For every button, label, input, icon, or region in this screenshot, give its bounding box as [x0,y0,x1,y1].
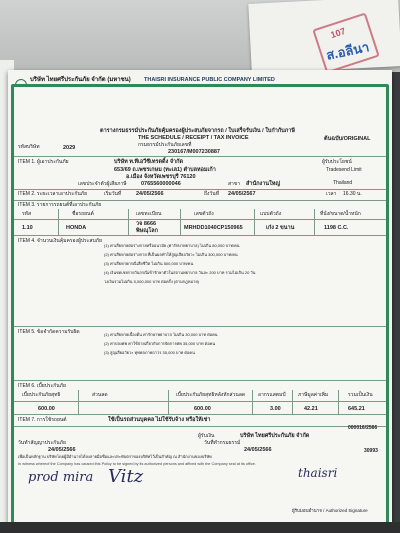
coverage-line-5: วงเงินรวมไม่เกิน 5,000,000 บาท ต่อครั้ง (ตามกฎหมาย) [104,279,200,284]
item1-label: ITEM 1. ผู้เอาประกันภัย [18,159,69,165]
item5-label: ITEM 5. ข้อจำกัดความรับผิด [18,329,80,335]
premium-header-total: รวมเป็นเงิน [348,392,373,398]
coverage-line-4: (4) เงินชดเชยรายวันกรณีเข้ารักษาตัวในสถานพยาบาล วันละ 200 บาท รวมไม่เกิน 20 วัน [104,270,256,275]
insured-name: บริษัท ท.ทีเอวีซีเทรดดิ้ง จำกัด [114,159,184,165]
premium-header-after: เบี้ยประกันภัยสุทธิหลังหักส่วนลด [176,392,246,398]
footer-note-en: In witness whereof the Company has caused this Policy to be signed by its authorized persons and affixed with the Company seal at its office. [18,462,256,466]
vehicle-province: พิษณุโลก [136,228,159,234]
footer-note-th: เพื่อเป็นหลักฐาน บริษัทโดยผู้มีอำนาจได้ลงลายมือชื่อและประทับตราของบริษัทไว้เป็นสำคัญ ณ สำนักงานของบริษัท [18,454,212,459]
vehicle-header-plate: เลขทะเบียน [136,211,162,217]
agreed-label: วันทำสัญญาประกันภัย [18,440,66,446]
company-name-en: THAISRI INSURANCE PUBLIC COMPANY LIMITED [144,77,275,83]
issue-date: 24/05/2566 [244,447,272,453]
vehicle-body: เก๋ง 2 ขนาน [266,225,295,231]
period-from: 24/05/2566 [136,191,164,197]
receipt-no: 000016/2566 [348,425,378,431]
time-label: เวลา [326,191,337,197]
use-text: ใช้เป็นรถส่วนบุคคล ไม่ใช้รับจ้าง หรือให้เช่า [108,417,211,423]
premium-header-stamp: อากรแสตมป์ [258,392,286,398]
coverage-line-2: (2) ค่าเสียหายต่อร่างกาย ที่เป็นผลทำให้สูญเสียอวัยวะ ไม่เกิน 300,000 บาท/คน [104,252,238,257]
limit-line-3: (3) สูญเสียอวัยวะ ทุพพลภาพถาวร 35,000 บาท ต่อคน [104,350,195,355]
item6-label: ITEM 6. เบี้ยประกันภัย [18,383,66,389]
original-label: ต้นฉบับ/ORIGINAL [324,136,371,142]
beneficiary: Tradesend Limit [326,167,362,173]
blue-handwritten-stamp: ส.อลีนา [324,39,371,63]
premium-vat: 42.21 [304,406,318,412]
code-label: รหัสบริษัท [18,144,40,150]
insured-address-2: อ.เมือง จังหวัดเพชรบุรี 76120 [126,174,196,180]
vehicle-header-code: รหัส [22,211,32,217]
period-to-label: ถึงวันที่ [204,191,219,197]
coverage-line-3: (3) ค่าเสียหายกรณีเสียชีวิต ไม่เกิน 500,000 บาท/คน [104,261,194,266]
period-from-label: เริ่มวันที่ [104,191,122,197]
insured-branch-label: สาขา [228,181,241,187]
vehicle-plate: วจ 8666 [136,221,157,227]
vehicle-code: 1.10 [22,225,33,231]
premium-stamp: 3.00 [270,406,281,412]
tax-no-label: เลขประจำตัวผู้เสียภาษี [78,181,127,187]
period-label: ITEM 2. ระยะเวลาเอาประกันภัย [18,191,88,197]
signature-2: Vitz [108,466,144,487]
title-th: ตารางกรมธรรม์ประกันภัยคุ้มครองผู้ประสบภัยจากรถ / ใบเสร็จรับเงิน / ใบกำกับภาษี [100,128,295,134]
insured-tax-no: 0765560000046 [141,181,181,187]
desk-bottom [0,522,400,533]
policy-label: กรมธรรม์ประกันภัยเลขที่ [138,142,192,148]
policy-document [8,70,392,530]
use-label: ITEM 7. การใช้รถยนต์ [18,417,67,423]
premium-header-net: เบี้ยประกันภัยสุทธิ [22,392,61,398]
vehicle-header-body: แบบตัวถัง [260,211,282,217]
insured-address-1: 653/69 ถ.เพชรเกษม (ทะเล1) ตำบลหอมเก้า [114,167,216,173]
vehicle-header-size: ที่นั่ง/ขนาด/น้ำหนัก [320,211,361,217]
premium-header-discount: ส่วนลด [92,392,108,398]
vehicle-cc: 1198 C.C. [324,225,349,231]
coverage-line-1: (1) ค่าเสียหายต่อร่างกายหรืออนามัย (ค่ารักษาพยาบาล) ไม่เกิน 80,000 บาท/คน [104,243,240,248]
item3-label: ITEM 3. รายการรถยนต์ที่เอาประกันภัย [18,202,102,208]
country: Thailand [333,180,353,186]
company-code: 2029 [63,145,76,151]
insured-branch: สำนักงานใหญ่ [246,181,281,187]
signature-1: prod mira [28,470,94,485]
agent-label: ผู้รับเงิน [198,433,215,439]
agent-name: บริษัท ไทยศรีประกันภัย จำกัด [240,433,310,439]
premium-total: 645.21 [348,406,365,412]
vehicle-header-chassis: เลขตัวถัง [194,211,214,217]
company-name-th: บริษัท ไทยศรีประกันภัย จำกัด (มหาชน) [30,77,131,83]
premium-after: 600.00 [194,406,211,412]
agreed-date: 24/05/2566 [48,447,76,453]
signature-3: thaisri [298,466,338,480]
title-en: THE SCHEDULE / RECEIPT / TAX INVOICE [138,135,249,141]
premium-header-vat: ภาษีมูลค่าเพิ่ม [298,392,329,398]
vehicle-chassis: MRHDD1040CP150965 [184,225,243,231]
item4-label: ITEM 4. จำนวนเงินคุ้มครองผู้ประสบภัย [18,238,102,244]
pink-stamp: 107 [312,12,379,73]
authorized-signature-label: ผู้รับมอบอำนาจ / Authorized Signature [292,508,368,513]
limit-line-2: (2) ค่าปลงศพ ค่าใช้จ่ายเกี่ยวกับการจัดการศพ 35,000 บาท ต่อคน [104,341,216,346]
period-to: 24/05/2567 [228,191,256,197]
limit-line-1: (1) ค่าเสียหายเบื้องต้น ค่ารักษาพยาบาล ไม่เกิน 30,000 บาท ต่อคน [104,332,218,337]
policy-number: 230167/M007230887 [168,149,220,155]
footer-ref: 30993 [364,448,378,454]
beneficiary-label: ผู้รับประโยชน์ [322,159,352,165]
vehicle-make: HONDA [66,225,87,231]
vehicle-header-make: ชื่อรถยนต์ [72,211,94,217]
issue-label: วันที่ทำกรมธรรม์ [204,440,241,446]
premium-net: 600.00 [38,406,55,412]
time-value: 16.30 น. [343,191,362,197]
